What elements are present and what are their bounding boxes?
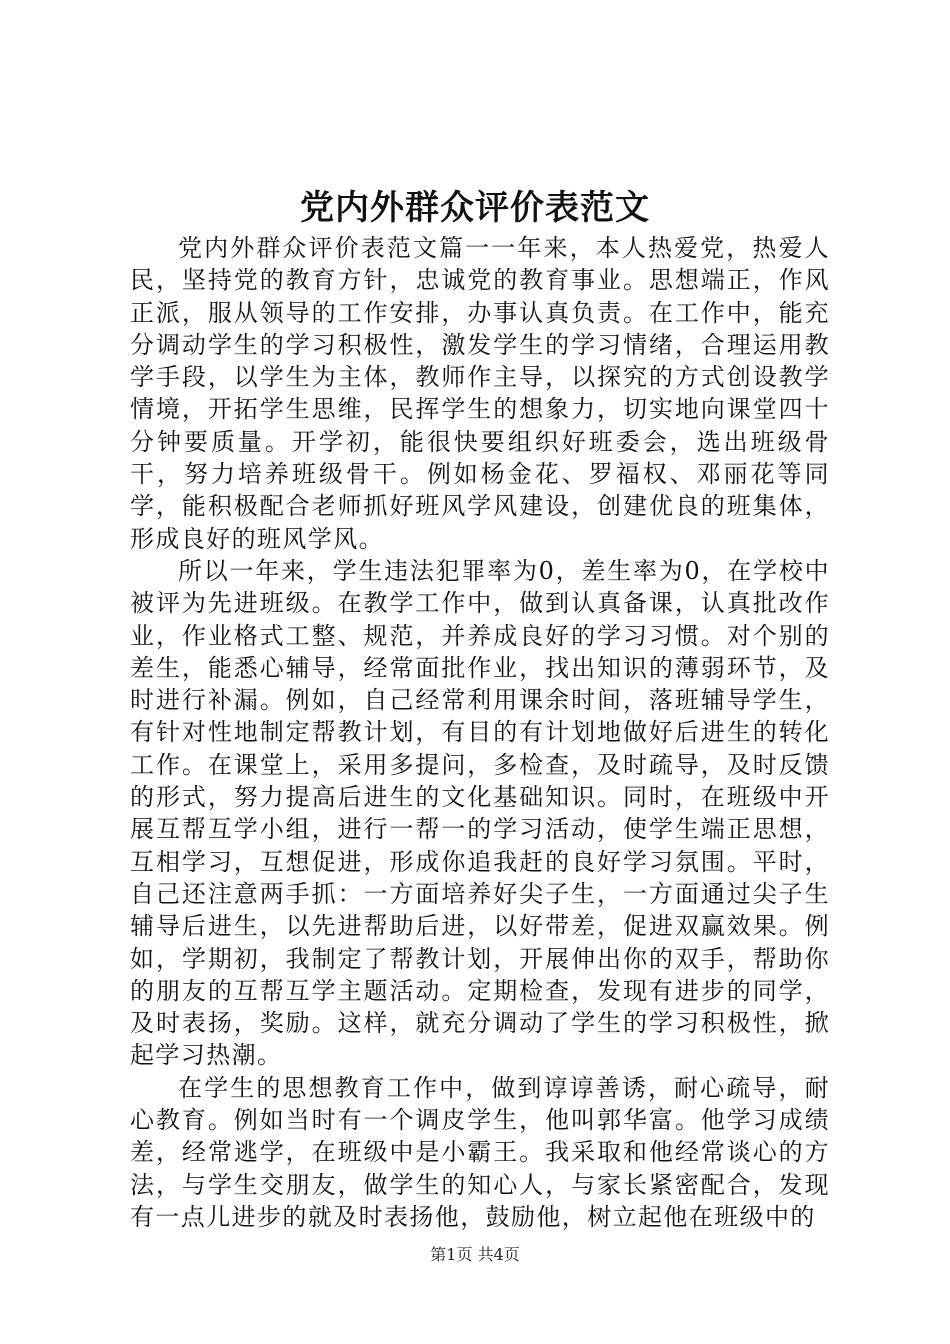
document-body [130, 232, 830, 1233]
paragraph-1: 党内外群众评价表范文篇一一年来，本人热爱党，热爱人民，坚持党的教育方针，忠诚党的教育事业。思想端正，作风正派，服从领导的工作安排，办事认真负责。在工作中，能充分调动学生的学习积极性，激发学生的学习情绪，合理运用教学手段，以学生为主体，教师作主导，以探究的方式创设教学情境，开拓学生思维，民挥学生的想象力，切实地向课堂四十分钟要质量。开学初，能很快要组织好班委会，选出班级骨干，努力培养班级骨干。例如杨金花、罗福权、邓丽花等同学，能积极配合老师抓好班风学风建设，创建优良的班集体，形成良好的班风学风。 [130, 234, 830, 553]
page-footer: 第1页 共4页 [430, 1245, 520, 1264]
paragraph-2: 所以一年来，学生违法犯罪率为0，差生率为0，在学校中被评为先进班级。在教学工作中，做到认真备课，认真批改作业，作业格式工整、规范，并养成良好的学习习惯。对个别的差生，能悉心辅导，经常面批作业，找出知识的薄弱环节，及时进行补漏。例如，自己经常利用课余时间，落班辅导学生，有针对性地制定帮教计划，有目的有计划地做好后进生的转化工作。在课堂上，采用多提问，多检查，及时疏导，及时反馈的形式，努力提高后进生的文化基础知识。同时，在班级中开展互帮互学小组，进行一帮一的学习活动，使学生端正思想，互相学习，互想促进，形成你追我赶的良好学习氛围。平时，自己还注意两手抓：一方面培养好尖子生，一方面通过尖子生辅导后进生，以先进帮助后进，以好带差，促进双赢效果。例如，学期初，我制定了帮教计划，开展伸出你的双手，帮助你的朋友的互帮互学主题活动。定期检查，发现有进步的同学，及时表扬，奖励。这样，就充分调动了学生的学习积极性，掀起学习热潮。 [130, 556, 830, 1070]
paragraph-3: 在学生的思想教育工作中，做到谆谆善诱，耐心疏导，耐心教育。例如当时有一个调皮学生，他叫郭华富。他学习成绩差，经常逃学，在班级中是小霸王。我采取和他经常谈心的方法，与学生交朋友，做学生的知心人，与家长紧密配合，发现有一点儿进步的就及时表扬他，鼓励他，树立起他在班级中的 [130, 1073, 830, 1231]
document-title: 党内外群众评价表范文 [300, 188, 650, 228]
